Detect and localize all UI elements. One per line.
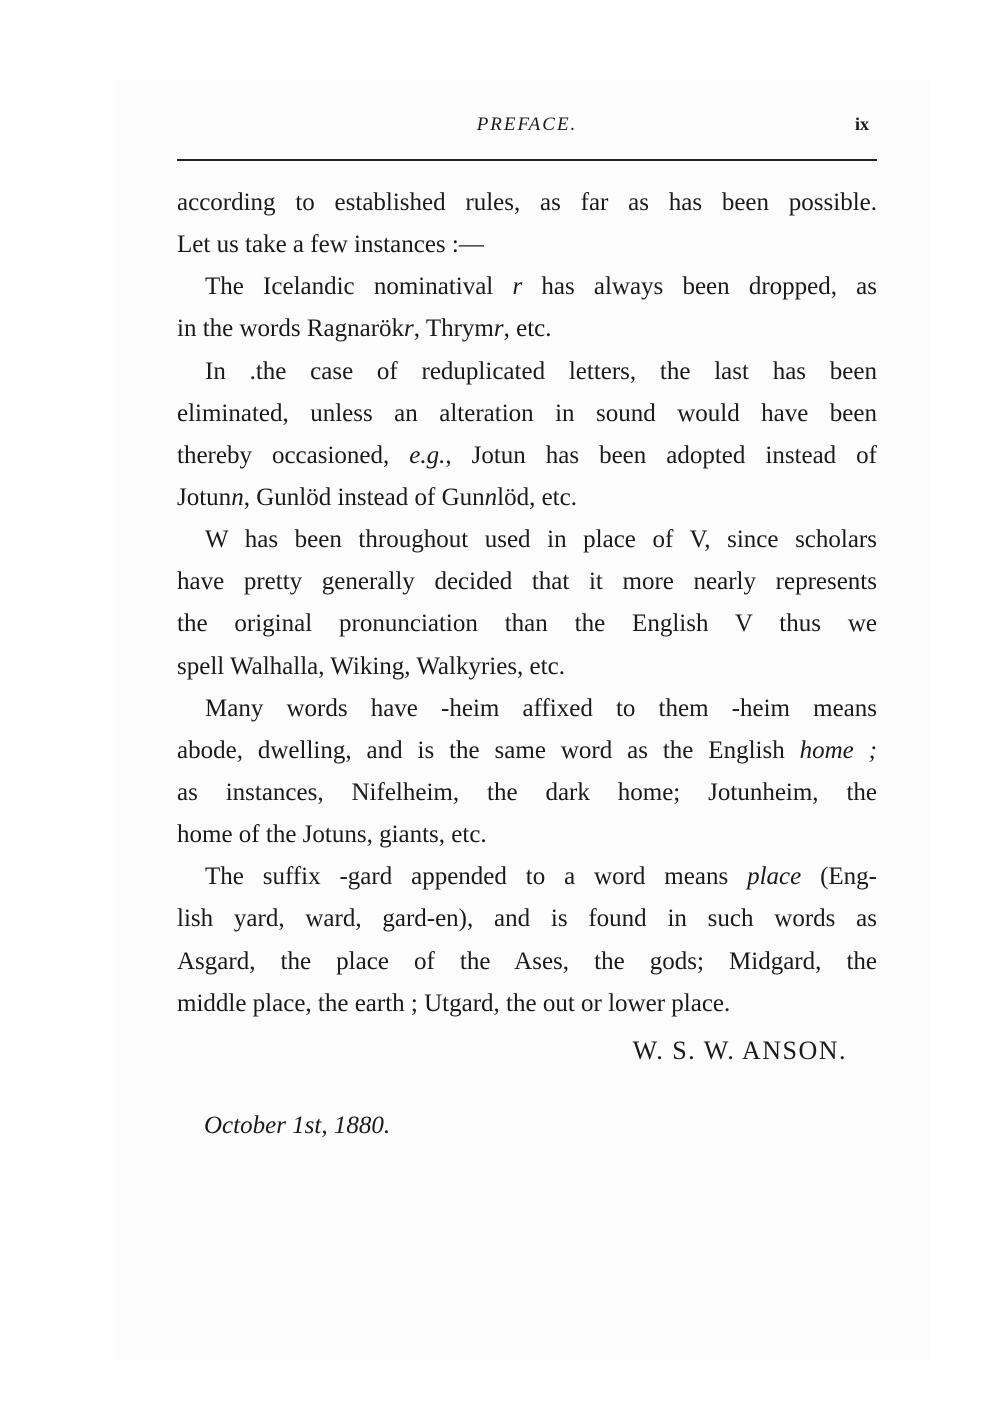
text-segment: eliminated, unless an alteration in sound would have been (177, 399, 877, 427)
text-line (177, 519, 877, 561)
text-line (177, 561, 877, 603)
text-segment: have pretty generally decided that it more nearly represents (177, 568, 877, 596)
text-line (177, 603, 877, 645)
text-segment: has always been dropped, as (522, 273, 878, 301)
text-line (177, 266, 877, 308)
text-segment: the original pronunciation than the English V thus we (177, 610, 877, 638)
text-segment: W has been throughout used in place of V, since scholars (205, 526, 877, 554)
italic-text: r (512, 273, 523, 301)
signature: W. S. W. ANSON. (632, 1036, 847, 1065)
text-segment: In .the case of reduplicated letters, the last has been (205, 357, 877, 385)
header-rule (177, 159, 877, 161)
text-segment: The suffix -gard appended to a word means (205, 863, 748, 891)
text-line (177, 856, 877, 898)
text-line (177, 814, 877, 856)
text-segment: , Thrym (413, 315, 494, 343)
text-segment: löd, etc. (497, 483, 577, 511)
text-segment: as instances, Nifelheim, the dark home; Jotunheim, the (177, 778, 877, 806)
text-line (177, 941, 877, 983)
text-line (177, 351, 877, 393)
text-line (177, 688, 877, 730)
text-segment: in the words Ragnarök (177, 315, 405, 343)
italic-text: e.g. (409, 441, 446, 469)
text-line (177, 898, 877, 940)
text-line (177, 983, 877, 1025)
italic-text: n (484, 483, 498, 511)
text-line (177, 646, 877, 688)
running-head (177, 114, 877, 144)
page-number: ix (854, 114, 869, 134)
text-segment: Many words have -heim affixed to them -heim means (205, 694, 877, 722)
text-segment: The Icelandic nominatival (205, 273, 513, 301)
text-segment: , Gunlöd instead of Gun (243, 483, 485, 511)
text-segment: middle place, the earth ; Utgard, the out or lower place. (177, 989, 731, 1017)
text-line (177, 393, 877, 435)
text-line (177, 224, 877, 266)
italic-text: n (231, 483, 244, 511)
text-segment: abode, dwelling, and is the same word as the English (177, 736, 800, 764)
body-text (177, 182, 877, 1025)
text-line (177, 477, 877, 519)
text-segment: Let us take a few instances :— (177, 231, 484, 259)
italic-text: r (493, 315, 504, 343)
italic-text: r (404, 315, 414, 343)
text-segment: home of the Jotuns, giants, etc. (177, 821, 487, 849)
text-line (177, 182, 877, 224)
text-segment: , Jotun has been adopted instead of (445, 441, 877, 469)
text-segment: spell Walhalla, Wiking, Walkyries, etc. (177, 652, 565, 680)
italic-text: place (747, 863, 802, 891)
text-line (177, 308, 877, 350)
text-line (177, 730, 877, 772)
italic-text: home ; (799, 736, 877, 764)
running-head-title: PREFACE. (476, 114, 578, 135)
text-segment: Asgard, the place of the Ases, the gods; Midgard, the (177, 947, 877, 975)
text-segment: , etc. (503, 315, 552, 343)
text-line (177, 435, 877, 477)
text-segment: lish yard, ward, gard-en), and is found in such words as (177, 905, 877, 933)
text-segment: Jotun (177, 483, 232, 511)
text-segment: thereby occasioned, (177, 441, 410, 469)
text-segment: according to established rules, as far as has been possible. (177, 189, 877, 216)
date: October 1st, 1880. (204, 1112, 391, 1139)
text-line (177, 772, 877, 814)
text-segment: (Eng- (801, 863, 877, 891)
